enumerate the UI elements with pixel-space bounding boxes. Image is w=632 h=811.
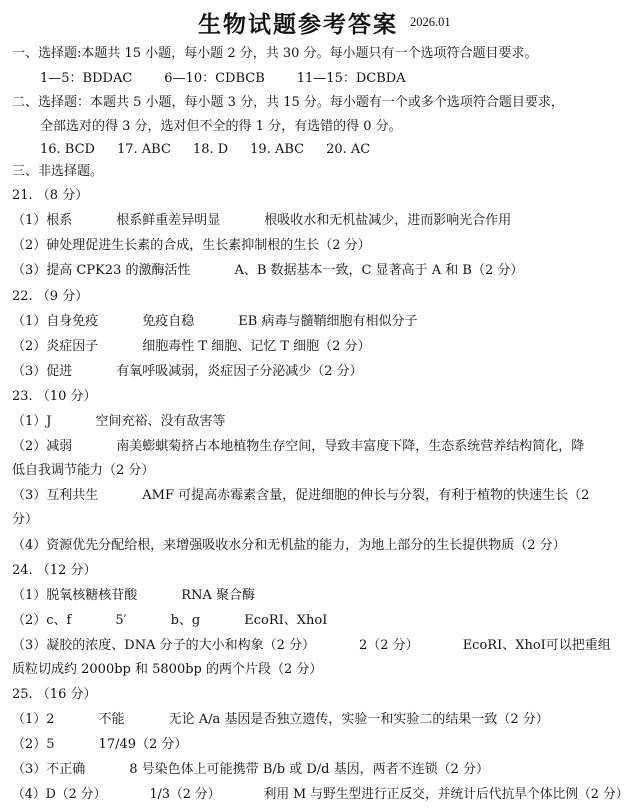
answer-part: （1）自身免疫 — [12, 314, 99, 329]
q24-part3-line1 — [12, 636, 624, 655]
answer-part: （1）脱氧核糖核苷酸 — [12, 588, 138, 603]
answer-part: 17/49（2 分） — [98, 737, 188, 752]
q25-part3 — [12, 760, 624, 779]
section2-heading-line1: 二、选择题：本题共 5 小题，每小题 3 分，共 15 分。每小题有一个或多个选项符合题目要求， — [12, 95, 564, 110]
q25-title: 25. （16 分） — [12, 687, 97, 702]
answer-item: 19. ABC — [250, 142, 305, 157]
q23-part1 — [12, 412, 624, 431]
q22-part1 — [12, 312, 624, 331]
answer-part: 细胞毒性 T 细胞、记忆 T 细胞（2 分） — [142, 339, 371, 354]
answer-part: （3）凝胶的浓度、DNA 分子的大小和构象（2 分） — [12, 638, 315, 653]
q23-part4: （4）资源优先分配给根，来增强吸收水分和无机盐的能力，为地上部分的生长提供物质（2 分） — [12, 538, 566, 553]
answer-part: （1）根系 — [12, 213, 73, 228]
section3-heading: 三、非选择题。 — [12, 164, 104, 179]
q21-title: 21. （8 分） — [12, 188, 89, 203]
answer-part: A、B 数据基本一致，C 显著高于 A 和 B（2 分） — [234, 263, 524, 278]
q24-title: 24. （12 分） — [12, 563, 97, 578]
q23-part3-line2: 分） — [12, 512, 39, 527]
q25-part1 — [12, 710, 624, 729]
answer-part: （1）J — [12, 414, 52, 429]
answer-part: （3）促进 — [12, 364, 73, 379]
q23-part2-line1 — [12, 437, 624, 456]
answer-item: 20. AC — [326, 142, 371, 157]
answer-item: 16. BCD — [40, 142, 95, 157]
answer-part: （2）减弱 — [12, 439, 73, 454]
answer-part: 无论 A/a 基因是否独立遗传，实验一和实验二的结果一致（2 分） — [168, 712, 549, 727]
q24-part3-line2: 质粒切成约 2000bp 和 5800bp 的两个片段（2 分） — [12, 662, 323, 677]
q24-part2 — [12, 611, 624, 630]
answer-part: （3）提高 CPK23 的激酶活性 — [12, 263, 191, 278]
answer-group: 1—5：BDDAC — [40, 71, 133, 86]
q21-part2: （2）砷处理促进生长素的合成，生长素抑制根的生长（2 分） — [12, 238, 371, 253]
q21-part3 — [12, 261, 624, 280]
answer-part: EB 病毒与髓鞘细胞有相似分子 — [238, 314, 418, 329]
answer-group: 11—15：DCBDA — [296, 71, 406, 86]
header — [0, 6, 632, 40]
date-label: 2026.01 — [410, 15, 451, 29]
answer-part: （3）不正确 — [12, 762, 86, 777]
answer-item: 17. ABC — [116, 142, 171, 157]
q23-part2-line2: 低自我调节能力（2 分） — [12, 463, 155, 478]
q25-part4 — [12, 785, 629, 804]
q24-part1 — [12, 586, 624, 605]
q22-title: 22. （9 分） — [12, 289, 89, 304]
section1-answers — [40, 69, 620, 88]
answer-part: 5′ — [115, 613, 127, 628]
answer-part: 有氧呼吸减弱，炎症因子分泌减少（2 分） — [116, 364, 363, 379]
section2-answers — [40, 140, 620, 159]
answer-part: 根系鲜重差异明显 — [116, 213, 221, 228]
answer-part: 空间充裕、没有敌害等 — [95, 414, 226, 429]
answer-part: （2）c、f — [12, 613, 72, 628]
answer-part: （3）互利共生 — [12, 488, 99, 503]
q22-part2 — [12, 337, 624, 356]
answer-part: （4）D（2 分） — [12, 787, 107, 802]
section2-heading-line2: 全部选对的得 3 分，选对但不全的得 1 分，有选错的得 0 分。 — [40, 119, 402, 134]
answer-part: EcoRI、XhoI可以把重组 — [462, 638, 611, 653]
answer-part: b、g — [170, 613, 201, 628]
q22-part3 — [12, 362, 624, 381]
q25-part2 — [12, 735, 624, 754]
answer-part: 8 号染色体上可能携带 B/b 或 D/d 基因，两者不连锁（2 分） — [129, 762, 489, 777]
answer-part: AMF 可提高赤霉素含量，促进细胞的伸长与分裂，有利于植物的快速生长（2 — [142, 488, 590, 503]
q23-part3-line1 — [12, 486, 624, 505]
q21-part1 — [12, 211, 624, 230]
answer-part: 根吸收水和无机盐减少，进而影响光合作用 — [264, 213, 512, 228]
answer-part: RNA 聚合酶 — [181, 588, 255, 603]
answer-part: （2）5 — [12, 737, 55, 752]
answer-part: （1）2 — [12, 712, 55, 727]
answer-part: 南美蟛蜞菊挤占本地植物生存空间，导致丰富度下降，生态系统营养结构简化，降 — [116, 439, 585, 454]
answer-part: EcoRI、XhoI — [244, 613, 328, 628]
section1-heading: 一、选择题:本题共 15 小题，每小题 2 分，共 30 分。每小题只有一个选项符合题目要求。 — [12, 46, 538, 61]
answer-part: （2）炎症因子 — [12, 339, 99, 354]
page-title: 生物试题参考答案 — [198, 12, 398, 38]
answer-part: 2（2 分） — [359, 638, 419, 653]
answer-part: 免疫自稳 — [142, 314, 195, 329]
answer-group: 6—10：CDBCB — [164, 71, 265, 86]
answer-item: 18. D — [192, 142, 229, 157]
answer-part: 不能 — [98, 712, 125, 727]
answer-part: 1/3（2 分） — [149, 787, 221, 802]
q23-title: 23. （10 分） — [12, 389, 97, 404]
answer-part: 利用 M 与野生型进行正反交，并统计后代抗旱个体比例（2 分） — [263, 787, 629, 802]
